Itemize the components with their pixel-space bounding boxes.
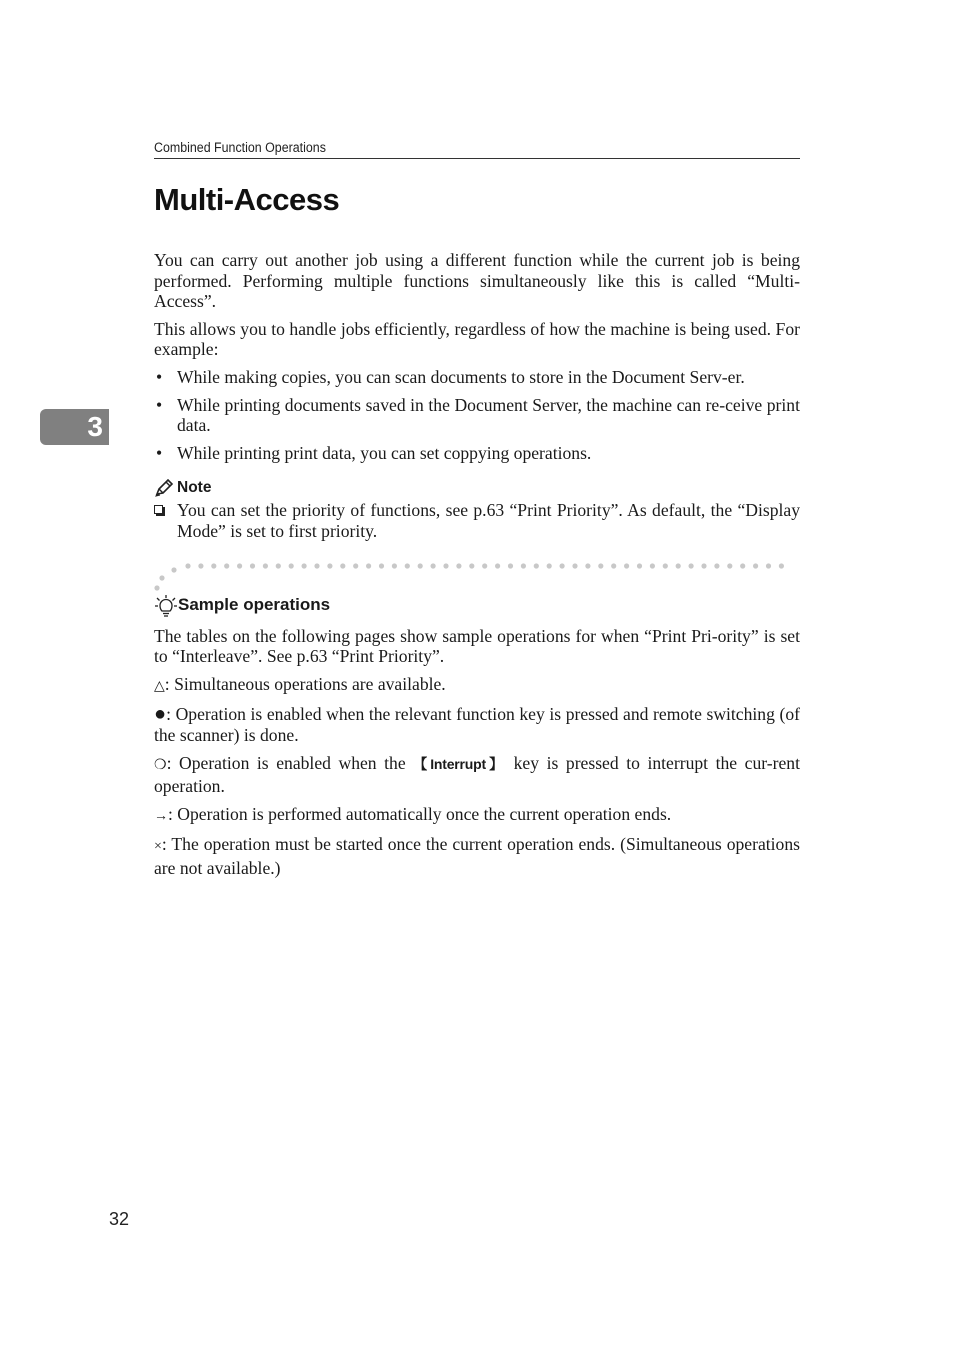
intro-paragraph: You can carry out another job using a different function while the current job is being performed. Performing multiple functions simultaneously like this is called “Multi-Access”. xyxy=(154,250,800,312)
page-body xyxy=(154,250,800,885)
shadowed-circle-icon: ❍ xyxy=(154,757,167,773)
note-heading xyxy=(154,477,800,499)
section-divider xyxy=(154,558,800,594)
list-item-text: While printing documents saved in the Document Server, the machine can re-ceive print data. xyxy=(177,394,800,436)
intro-paragraph: This allows you to handle jobs efficiently, regardless of how the machine is being used. For example: xyxy=(154,318,800,360)
list-item-text: While making copies, you can scan documents to store in the Document Serv-er. xyxy=(177,366,745,387)
legend-item xyxy=(154,834,800,878)
interrupt-key-label: Interrupt xyxy=(430,755,486,772)
list-item-text: While printing print data, you can set coppying operations. xyxy=(177,442,592,463)
key-bracket-close: 】 xyxy=(485,755,507,772)
legend-text: : Operation is enabled when the xyxy=(166,752,414,773)
dotted-divider-icon xyxy=(154,558,800,594)
cross-icon: × xyxy=(154,839,162,855)
legend-text: : The operation must be started once the current operation ends. (Simultaneous operations are not available.) xyxy=(154,834,800,878)
bullet-icon: • xyxy=(156,366,163,387)
page-title: Multi-Access xyxy=(154,182,340,217)
sample-heading xyxy=(154,594,800,618)
legend-text: : Operation is performed automatically once the current operation ends. xyxy=(168,803,672,824)
symbol-legend xyxy=(154,674,800,879)
legend-item xyxy=(154,704,800,745)
filled-circle-icon: ● xyxy=(154,703,167,726)
note-item xyxy=(154,500,800,541)
triangle-icon: △ xyxy=(154,678,165,694)
page-number: 32 xyxy=(109,1209,130,1229)
legend-text: : Simultaneous operations are available. xyxy=(164,673,446,694)
example-list xyxy=(154,367,800,463)
sample-paragraph: The tables on the following pages show sample operations for when “Print Pri-ority” is set to “Interleave”. See p.63 “Print Priority”. xyxy=(154,625,800,667)
legend-item xyxy=(154,753,800,797)
chapter-tab: 3 xyxy=(40,409,109,445)
light-bulb-icon xyxy=(154,594,178,618)
running-header: Combined Function Operations xyxy=(154,140,326,155)
sample-label: Sample operations xyxy=(178,595,331,615)
pencil-icon xyxy=(154,479,174,497)
bullet-icon: • xyxy=(156,394,163,415)
bullet-icon: • xyxy=(156,442,163,463)
legend-item xyxy=(154,804,800,828)
note-item-text: You can set the priority of functions, see p.63 “Print Priority”. As default, the “Display Mode” is set to first priority. xyxy=(177,500,800,541)
arrow-right-icon: → xyxy=(154,808,168,824)
checkbox-bullet-icon xyxy=(154,505,163,514)
list-item xyxy=(154,443,800,464)
key-bracket-open: 【 xyxy=(413,755,431,772)
legend-item xyxy=(154,674,800,698)
header-rule xyxy=(154,158,800,159)
list-item xyxy=(154,367,800,388)
legend-text: key is pressed to interrupt the cur-rent operation. xyxy=(154,752,800,797)
legend-text: : Operation is enabled when the relevant function key is pressed and remote switching (of the scanner) is done. xyxy=(154,704,800,745)
list-item xyxy=(154,395,800,436)
note-label: Note xyxy=(177,479,212,497)
